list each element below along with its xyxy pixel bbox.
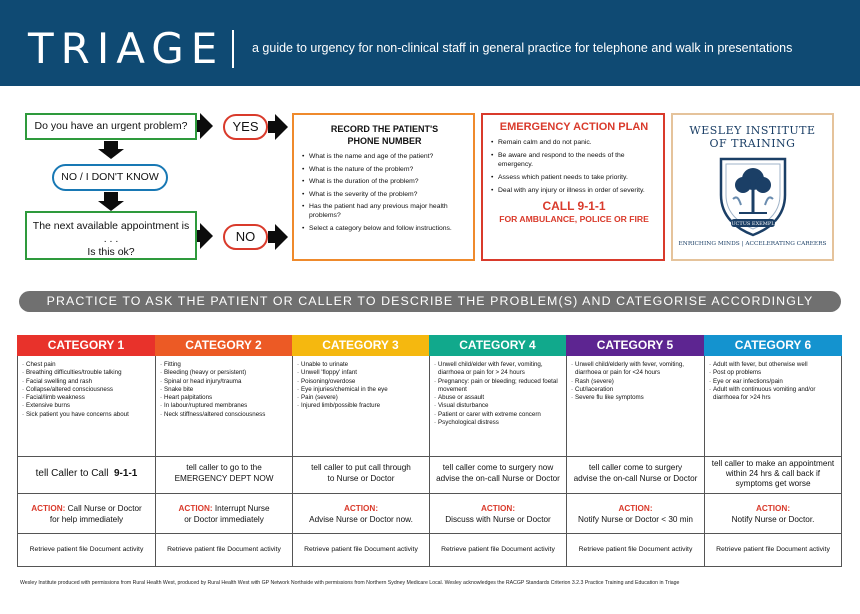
list-item: • What is the duration of the problem? [302,177,467,186]
instruction-text: tell caller to put call through [311,463,411,472]
arrow-down-icon [104,141,118,149]
list-item: · In labour/ruptured membranes [160,402,289,410]
list-item: • Has the patient had any previous major health problems? [302,202,467,220]
list-item: · Bleeding (heavy or persistent) [160,369,289,377]
record-title [302,123,467,147]
action-text: or Doctor immediately [184,515,264,524]
category-instruction [292,457,429,494]
arrow-down-icon [104,192,118,201]
no-pill: NO [223,224,268,250]
footer-credits: Wesley Institute produced with permissions from Rural Health West, produced by Rural Health West with GP Network Northside with permissions from Northern Sydney Medicare Local. Wesley acknowledges the RACGP Standards Criterion 3.2.3 Practice Training and Education in Triage [20,580,680,586]
category-retrieve: Retrieve patient file Document activity [566,534,704,567]
list-item: · Facial swelling and rash [22,378,152,386]
action-label: ACTION: [618,504,653,513]
list-item: · Neck stiffness/altered consciousness [160,411,289,419]
action-text: Notify Nurse or Doctor < 30 min [578,515,693,524]
category-symptoms [704,356,842,457]
category-symptoms [155,356,292,457]
list-item: • What is the name and age of the patient? [302,152,467,161]
list-item: • Be aware and respond to the needs of the emergency. [491,151,657,169]
category-header: CATEGORY 4 [429,335,566,356]
category-header: CATEGORY 1 [17,335,155,356]
category-header: CATEGORY 6 [704,335,842,356]
category-action [292,494,429,534]
category-symptoms [17,356,155,457]
list-item: · Collapse/altered consciousness [22,386,152,394]
category-column [429,335,566,567]
list-item: · Patient or carer with extreme concern [434,411,563,419]
category-instruction [17,457,155,494]
action-text: for help immediately [49,515,124,524]
category-action [704,494,842,534]
record-phone-box [292,113,475,261]
instruction-text: to Nurse or Doctor [327,474,395,483]
action-label: ACTION: [755,504,791,513]
category-instruction [566,457,704,494]
category-column [704,335,842,567]
action-label: ACTION: [31,504,66,513]
action-text: Advise Nurse or Doctor now. [309,515,413,524]
instruction-text: EMERGENCY DEPT NOW [174,474,274,483]
logo-name-line: OF TRAINING [709,137,796,150]
record-list [302,152,467,233]
list-item: • Assess which patient needs to take priority. [491,173,657,182]
crest-shield-icon [717,155,789,237]
category-column [566,335,704,567]
category-retrieve: Retrieve patient file Document activity [292,534,429,567]
instruction-text: advise the on-call Nurse or Doctor [436,474,560,483]
list-item: · Eye or ear infections/pain [709,378,838,386]
page-subtitle: a guide to urgency for non-clinical staff in general practice for telephone and walk in presentations [252,41,793,55]
list-item: · Rash (severe) [571,378,701,386]
instruction-text: tell Caller to Call [35,468,109,479]
instruction-text: tell caller to go to the [186,463,262,472]
emergency-call-services: FOR AMBULANCE, POLICE OR FIRE [499,214,649,224]
next-appointment-question: Is this ok? [87,246,135,258]
list-item: · Breathing difficulties/trouble talking [22,369,152,377]
logo-name [673,124,832,150]
list-item: · Pain (severe) [297,394,426,402]
list-item: · Unwell 'floppy' infant [297,369,426,377]
list-item: · Post op problems [709,369,838,377]
category-column [292,335,429,567]
instruction-text: advise the on-call Nurse or Doctor [573,474,698,483]
category-retrieve: Retrieve patient file Document activity [17,534,155,567]
action-label: ACTION: [178,504,213,513]
instruction-text: within 24 hrs & call back if symptoms get worse [725,469,821,488]
emergency-title: EMERGENCY ACTION PLAN [499,121,649,133]
category-column [17,335,155,567]
question-next-appointment-box [25,211,197,260]
list-item: · Psychological distress [434,419,563,427]
list-item: • Deal with any injury or illness in order of severity. [491,186,657,195]
category-retrieve: Retrieve patient file Document activity [704,534,842,567]
action-label: ACTION: [480,504,516,513]
instruction-banner: PRACTICE TO ASK THE PATIENT OR CALLER TO DESCRIBE THE PROBLEM(S) AND CATEGORISE ACCORDINGLY [19,291,841,312]
header-divider [232,30,234,68]
arrow-right-icon [200,113,213,139]
category-symptoms [292,356,429,457]
list-item: · Sick patient you have concerns about [22,411,152,419]
question-urgent-box: Do you have an urgent problem? [25,113,197,140]
emergency-call-number: CALL 9-1-1 [542,199,606,213]
logo-name-line: WESLEY INSTITUTE [689,124,816,137]
list-item: · Poisoning/overdose [297,378,426,386]
yes-pill: YES [223,114,268,140]
category-retrieve: Retrieve patient file Document activity [429,534,566,567]
category-symptoms [429,356,566,457]
category-action [17,494,155,534]
list-item: · Fitting [160,361,289,369]
list-item: · Abuse or assault [434,394,563,402]
list-item: • What is the severity of the problem? [302,190,467,199]
category-column [155,335,292,567]
instruction-text: tell caller come to surgery [588,463,683,472]
category-instruction [704,457,842,494]
instruction-text: tell caller to make an appointment [711,459,835,468]
action-text: Interrupt Nurse [214,504,270,513]
no-dont-know-pill: NO / I DON'T KNOW [52,164,168,191]
action-text: Discuss with Nurse or Doctor [445,515,551,524]
arrow-right-icon [275,224,288,250]
arrow-down-icon [98,149,124,159]
record-title-line: PHONE NUMBER [347,136,422,146]
list-item: · Unwell child/elder with fever, vomiting, diarrhoea or pain for > 24 hours [434,361,563,378]
arrow-down-icon [98,201,124,211]
list-item: · Adult with continuous vomiting and/or diarrhoea for >24 hrs [709,386,838,403]
list-item: · Eye injuries/chemical in the eye [297,386,426,394]
header-bar [0,0,860,86]
list-item: · Unwell child/elderly with fever, vomiting, diarrhoea or pain for <24 hours [571,361,701,378]
record-title-line: RECORD THE PATIENT'S [330,124,439,134]
list-item: · Adult with fever, but otherwise well [709,361,838,369]
list-item: · Chest pain [22,361,152,369]
list-item: · Spinal or head injury/trauma [160,378,289,386]
arrow-right-icon [275,114,288,140]
list-item: · Heart palpitations [160,394,289,402]
instruction-text: tell caller come to surgery now [442,463,554,472]
list-item: · Pregnancy: pain or bleeding; reduced foetal movement [434,378,563,395]
logo-motto: DUCTUS EXEMPLO [727,221,779,227]
action-text: Call Nurse or Doctor [67,504,142,513]
logo-tagline: ENRICHING MINDS | ACCELERATING CAREERS [678,241,827,247]
list-item: • What is the nature of the problem? [302,165,467,174]
action-text: Notify Nurse or Doctor. [731,515,815,524]
category-table [17,335,842,567]
category-instruction [155,457,292,494]
category-instruction [429,457,566,494]
category-header: CATEGORY 3 [292,335,429,356]
category-retrieve: Retrieve patient file Document activity [155,534,292,567]
emergency-action-plan-box [481,113,665,261]
category-header: CATEGORY 2 [155,335,292,356]
category-symptoms [566,356,704,457]
list-item: · Facial/limb weakness [22,394,152,402]
action-label: ACTION: [343,504,379,513]
list-item: · Unable to urinate [297,361,426,369]
list-item: · Extensive burns [22,402,152,410]
emergency-list [491,138,657,195]
category-action [429,494,566,534]
category-action [566,494,704,534]
category-action [155,494,292,534]
list-item: • Remain calm and do not panic. [491,138,657,147]
wesley-logo [671,113,834,261]
list-item: · Injured limb/possible fracture [297,402,426,410]
category-header: CATEGORY 5 [566,335,704,356]
instruction-number: 9-1-1 [114,468,138,479]
list-item: · Severe flu like symptoms [571,394,701,402]
next-appointment-text: The next available appointment is [32,220,190,232]
list-item: · Snake bite [160,386,289,394]
list-item: · Cut/laceration [571,386,701,394]
list-item: · Visual disturbance [434,402,563,410]
page-title: TRIAGE [28,24,225,73]
list-item: • Select a category below and follow instructions. [302,224,467,233]
next-appointment-ellipsis: . . . [103,233,119,245]
arrow-right-icon [200,223,213,249]
